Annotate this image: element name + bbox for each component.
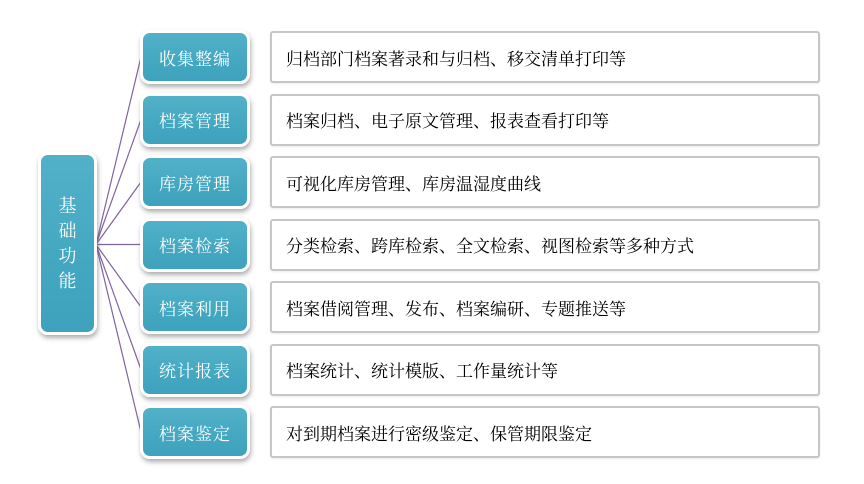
description-text: 对到期档案进行密级鉴定、保管期限鉴定 — [286, 424, 592, 445]
root-node-label: 基础功能 — [58, 195, 77, 292]
description-box — [270, 406, 820, 458]
function-node-label: 统计报表 — [159, 362, 231, 382]
function-node-label: 档案鉴定 — [159, 424, 231, 445]
description-box — [270, 281, 820, 333]
description-text: 档案归档、电子原文管理、报表查看打印等 — [286, 112, 609, 132]
feature-row — [140, 404, 820, 460]
root-node — [38, 152, 97, 335]
function-node — [140, 30, 250, 84]
description-text: 档案统计、统计模版、工作量统计等 — [286, 362, 558, 382]
description-text: 档案借阅管理、发布、档案编研、专题推送等 — [286, 299, 626, 320]
feature-row — [140, 154, 820, 210]
description-box — [270, 94, 820, 146]
function-node-label: 档案检索 — [159, 237, 231, 257]
feature-rows — [140, 0, 820, 484]
function-node — [140, 155, 250, 209]
function-node — [140, 280, 250, 334]
function-node-label: 档案管理 — [159, 112, 231, 132]
function-node-label: 收集整编 — [159, 49, 231, 70]
function-node — [140, 93, 250, 147]
function-node — [140, 405, 250, 459]
feature-row — [140, 92, 820, 148]
function-node-label: 档案利用 — [159, 299, 231, 320]
description-text: 归档部门档案著录和与归档、移交清单打印等 — [286, 49, 626, 70]
feature-row — [140, 217, 820, 273]
description-box — [270, 156, 820, 208]
description-box — [270, 31, 820, 83]
description-box — [270, 219, 820, 271]
description-text: 可视化库房管理、库房温湿度曲线 — [286, 174, 541, 195]
description-text: 分类检索、跨库检索、全文检索、视图检索等多种方式 — [286, 237, 694, 257]
feature-row — [140, 279, 820, 335]
feature-row — [140, 342, 820, 398]
function-node-label: 库房管理 — [159, 174, 231, 195]
feature-row — [140, 29, 820, 85]
function-node — [140, 218, 250, 272]
description-box — [270, 344, 820, 396]
function-node — [140, 343, 250, 397]
